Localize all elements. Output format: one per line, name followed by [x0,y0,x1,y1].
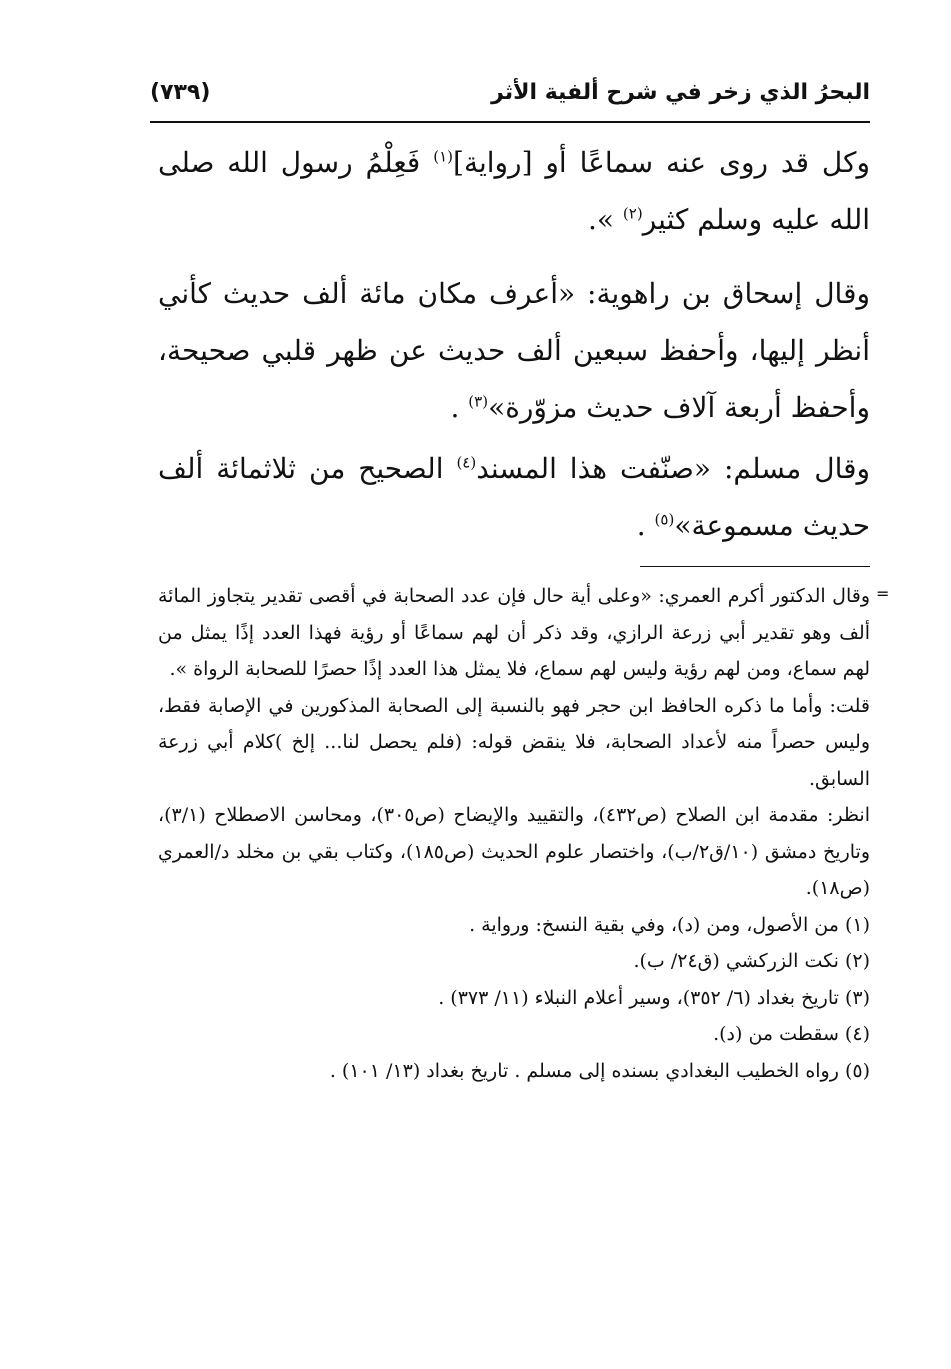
book-title: البحرُ الذي زخر في شرح ألفية الأثر [491,80,870,105]
paragraph-1-text-b: فَعِلْمُ رسول الله صلى الله عليه وسلم كثير [158,146,870,236]
paragraph-3-text-b: الصحيح من ثلاثمائة ألف حديث مسموعة» [158,452,870,542]
paragraph-3-text-c: . [636,509,655,542]
continuation-mark: = [876,584,890,603]
footnote-1: (١) من الأصول، ومن (د)، وفي بقية النسخ: ورواية . [469,913,870,936]
paragraph-2-text-b: . [450,391,469,424]
footnote-4: (٤) سقطت من (د). [713,1023,870,1045]
paragraph-1 [158,134,870,248]
footnote-separator [640,566,870,567]
paragraph-2-text-a: وقال إسحاق بن راهوية: «أعرف مكان مائة ألف حديث كأني أنظر إليها، وأحفظ سبعين ألف حديث عن ظهر قلبي صحيحة، وأحفظ أربعة آلاف حديث مزوّرة» [158,277,870,424]
header-rule [150,121,870,123]
footnote-3: (٣) تاريخ بغداد (٦/ ٣٥٢)، وسير أعلام النبلاء (١١/ ٣٧٣) . [438,986,870,1009]
footnote-ref-5: (٥) [654,510,675,529]
paragraph-1-text-c: ». [587,203,623,236]
footnote-ref-1: (١) [433,147,454,166]
footnote-continuation-2: قلت: وأما ما ذكره الحافظ ابن حجر فهو بالنسبة إلى الصحابة المذكورين في الإصابة فقط، وليس حصراً منه لأعداد الصحابة، فلا ينقض قوله: (فلم يحصل لنا... إلخ )كلام أبي زرعة السابق. [158,694,870,790]
footnote-continuation-3: انظر: مقدمة ابن الصلاح (ص٤٣٢)، والتقييد والإيضاح (ص٣٠٥)، ومحاسن الاصطلاح (٣/١)، وتاريخ دمشق (١٠/ق٢/ب)، واختصار علوم الحديث (ص١٨٥)، وكتاب بقي بن مخلد د/العمري (ص١٨). [158,804,870,899]
paragraph-1-text-a: وكل قد روى عنه سماعًا أو [رواية] [453,146,870,179]
paragraph-3-text-a: وقال مسلم: «صنّفت هذا المسند [476,452,871,485]
footnote-continuation-1: وقال الدكتور أكرم العمري: «وعلى أية حال فإن عدد الصحابة في أقصى تقدير يتجاوز المائة ألف وهو تقدير أبي زرعة الرازي، وقد ذكر أن لهم سماعًا أو رؤية فهذا العدد إذًا يمثل من لهم سماع، ومن لهم رؤية وليس لهم سماع، فلا يمثل هذا العدد إذًا حصرًا للصحابة الرواة ». [158,585,870,680]
page-number: (٧٣٩) [150,80,211,105]
footnote-ref-3: (٣) [468,392,489,411]
footnote-ref-2: (٢) [622,204,643,223]
paragraph-3 [158,440,870,554]
running-header [150,78,870,118]
footnote-5: (٥) رواه الخطيب البغدادي بسنده إلى مسلم . تاريخ بغداد (١٣/ ١٠١) . [329,1059,870,1082]
footnote-ref-4: (٤) [456,453,477,472]
footnotes-block [158,578,870,1089]
paragraph-2 [158,265,870,436]
footnote-2: (٢) نكت الزركشي (ق٢٤/ ب). [633,950,870,972]
